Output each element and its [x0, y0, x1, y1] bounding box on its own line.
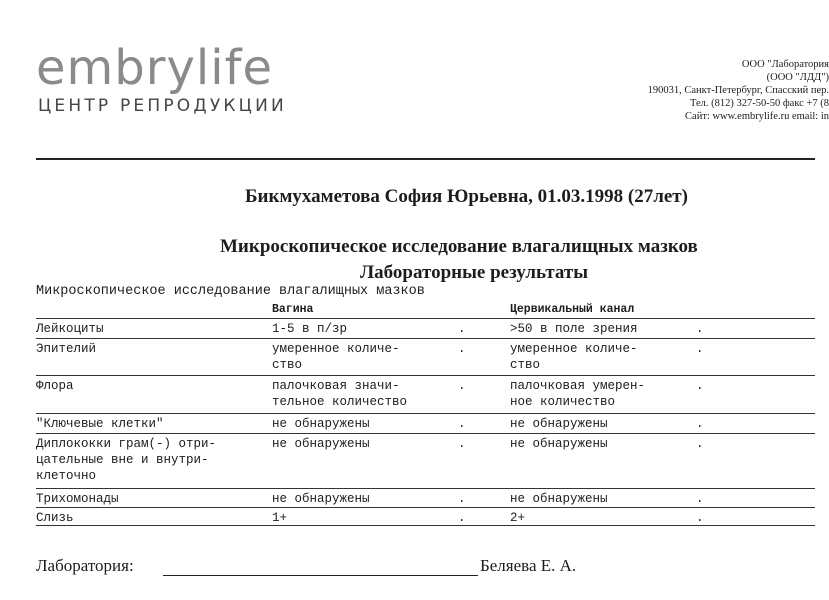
vagina-value: не обнаружены — [272, 492, 370, 506]
lab-contact-block — [529, 58, 829, 123]
dot-marker: . — [696, 437, 704, 451]
vagina-value: 1-5 в п/зр — [272, 322, 348, 336]
dot-marker: . — [458, 417, 466, 431]
vagina-value: 1+ — [272, 511, 288, 525]
dot-marker: . — [458, 379, 466, 393]
contact-line: (ООО "ЛДД") — [766, 72, 829, 83]
signature-line — [163, 575, 478, 576]
vagina-value: умеренное количе- ство — [272, 342, 400, 372]
dot-marker: . — [696, 342, 704, 356]
row-label: Лейкоциты — [36, 322, 104, 336]
table-row — [36, 339, 815, 376]
row-label: Слизь — [36, 511, 74, 525]
patient-name: Бикмухаметова София Юрьевна, 01.03.1998 (27лет) — [245, 186, 688, 207]
embrylife-logo — [36, 40, 287, 116]
cervix-value: не обнаружены — [510, 417, 608, 431]
row-label: Эпителий — [36, 342, 97, 356]
header-divider — [36, 158, 815, 160]
contact-line: Сайт: www.embrylife.ru email: in — [685, 111, 829, 122]
table-row — [36, 434, 815, 489]
dot-marker: . — [696, 379, 704, 393]
row-label: Флора — [36, 379, 74, 393]
cervix-value: не обнаружены — [510, 437, 608, 451]
cervix-value: 2+ — [510, 511, 526, 525]
cervix-value: >50 в поле зрения — [510, 322, 638, 336]
vagina-value: палочковая значи- тельное количество — [272, 379, 408, 409]
document-title: Микроскопическое исследование влагалищных мазков — [220, 236, 698, 257]
table-header — [36, 302, 815, 319]
dot-marker: . — [458, 492, 466, 506]
table-row — [36, 489, 815, 508]
table-row — [36, 414, 815, 434]
cervix-value: умеренное количе- ство — [510, 342, 638, 372]
cervix-value: палочковая умерен- ное количество — [510, 379, 646, 409]
logo-wordmark: embrylife — [36, 40, 273, 96]
dot-marker: . — [458, 511, 466, 525]
dot-marker: . — [458, 322, 466, 336]
dot-marker: . — [458, 342, 466, 356]
table-row — [36, 376, 815, 414]
results-table — [36, 302, 815, 526]
signature-label: Лаборатория: — [36, 556, 134, 575]
table-row — [36, 319, 815, 339]
dot-marker: . — [696, 492, 704, 506]
row-label: Диплококки грам(-) отри- цательные вне и внутри- клеточно — [36, 437, 217, 483]
section-title: Микроскопическое исследование влагалищных мазков — [36, 284, 425, 299]
contact-line: ООО "Лаборатория — [741, 59, 829, 70]
contact-line: 190031, Санкт-Петербург, Спасский пер. — [647, 85, 829, 96]
dot-marker: . — [696, 322, 704, 336]
contact-line: Тел. (812) 327-50-50 факс +7 (8 — [689, 98, 829, 109]
logo-subtitle: ЦЕНТР РЕПРОДУКЦИИ — [38, 96, 287, 116]
column-header-vagina: Вагина — [272, 303, 314, 316]
table-row — [36, 508, 815, 526]
document-subtitle: Лабораторные результаты — [360, 262, 589, 283]
signature-name: Беляева Е. А. — [480, 556, 577, 575]
cervix-value: не обнаружены — [510, 492, 608, 506]
vagina-value: не обнаружены — [272, 437, 370, 451]
row-label: "Ключевые клетки" — [36, 417, 164, 431]
column-header-cervix: Цервикальный канал — [510, 303, 635, 316]
dot-marker: . — [696, 511, 704, 525]
vagina-value: не обнаружены — [272, 417, 370, 431]
dot-marker: . — [696, 417, 704, 431]
row-label: Трихомонады — [36, 492, 119, 506]
dot-marker: . — [458, 437, 466, 451]
